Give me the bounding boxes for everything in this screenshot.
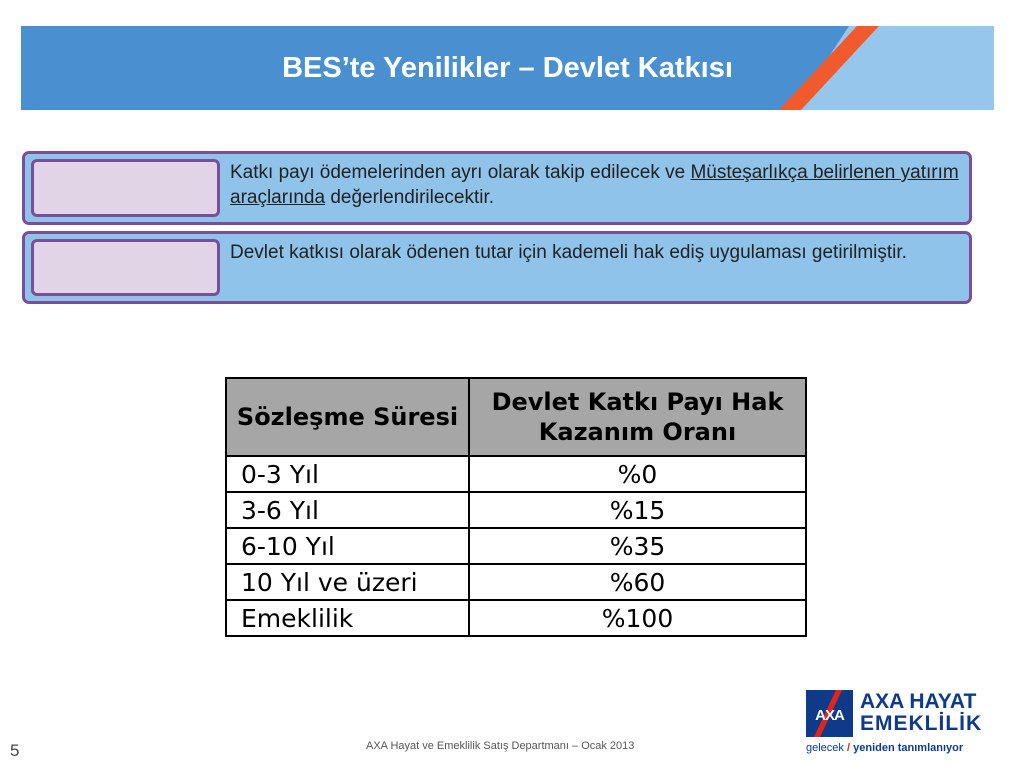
info-box-1-text	[230, 160, 959, 210]
logo-tagline-slash: /	[846, 742, 851, 754]
info-box-1	[22, 151, 972, 225]
logo-tagline-b: yeniden tanımlanıyor	[853, 742, 964, 754]
info-box-1-text-a: Katkı payı ödemelerinden ayrı olarak takip edilecek ve	[230, 162, 691, 183]
info-box-1-label-panel	[31, 159, 220, 217]
rate-cell: %35	[469, 528, 806, 564]
rate-cell: %100	[469, 600, 806, 636]
table-row	[226, 564, 806, 600]
term-cell: 3-6 Yıl	[226, 492, 469, 528]
page-number: 5	[10, 741, 20, 760]
vesting-rate-table	[225, 377, 807, 637]
info-box-1-text-b: değerlendirilecektir.	[325, 187, 495, 208]
table-row	[226, 456, 806, 492]
info-box-2-label-panel	[31, 239, 220, 296]
slide-header	[21, 26, 994, 110]
term-cell: 0-3 Yıl	[226, 456, 469, 492]
axa-logo-mark-text: AXA	[815, 707, 844, 724]
table-header-row	[226, 378, 806, 456]
rate-cell: %0	[469, 456, 806, 492]
table-row	[226, 492, 806, 528]
logo-tagline	[806, 742, 963, 754]
info-box-2	[22, 231, 972, 304]
column-header-contract-term: Sözleşme Süresi	[226, 378, 469, 456]
table-row	[226, 528, 806, 564]
term-cell: 6-10 Yıl	[226, 528, 469, 564]
axa-logo-mark	[806, 690, 853, 737]
axa-logo	[806, 690, 992, 758]
logo-line-1: AXA HAYAT	[860, 690, 977, 713]
term-cell: 10 Yıl ve üzeri	[226, 564, 469, 600]
footer-text: AXA Hayat ve Emeklilik Satış Departmanı – Ocak 2013	[366, 740, 635, 752]
info-box-2-text: Devlet katkısı olarak ödenen tutar için kademeli hak ediş uygulaması getirilmiştir.	[230, 242, 907, 263]
table-row	[226, 600, 806, 636]
slide-title: BES’te Yenilikler – Devlet Katkısı	[282, 52, 733, 84]
column-header-vesting-rate: Devlet Katkı Payı Hak Kazanım Oranı	[469, 378, 806, 456]
logo-tagline-a: gelecek	[806, 742, 844, 754]
term-cell: Emeklilik	[226, 600, 469, 636]
rate-cell: %15	[469, 492, 806, 528]
info-box-1-underlined: Müsteşarlıkça belirlenen yatırım araçlarında	[230, 162, 959, 208]
logo-line-2: EMEKLİLİK	[860, 712, 983, 735]
rate-cell: %60	[469, 564, 806, 600]
